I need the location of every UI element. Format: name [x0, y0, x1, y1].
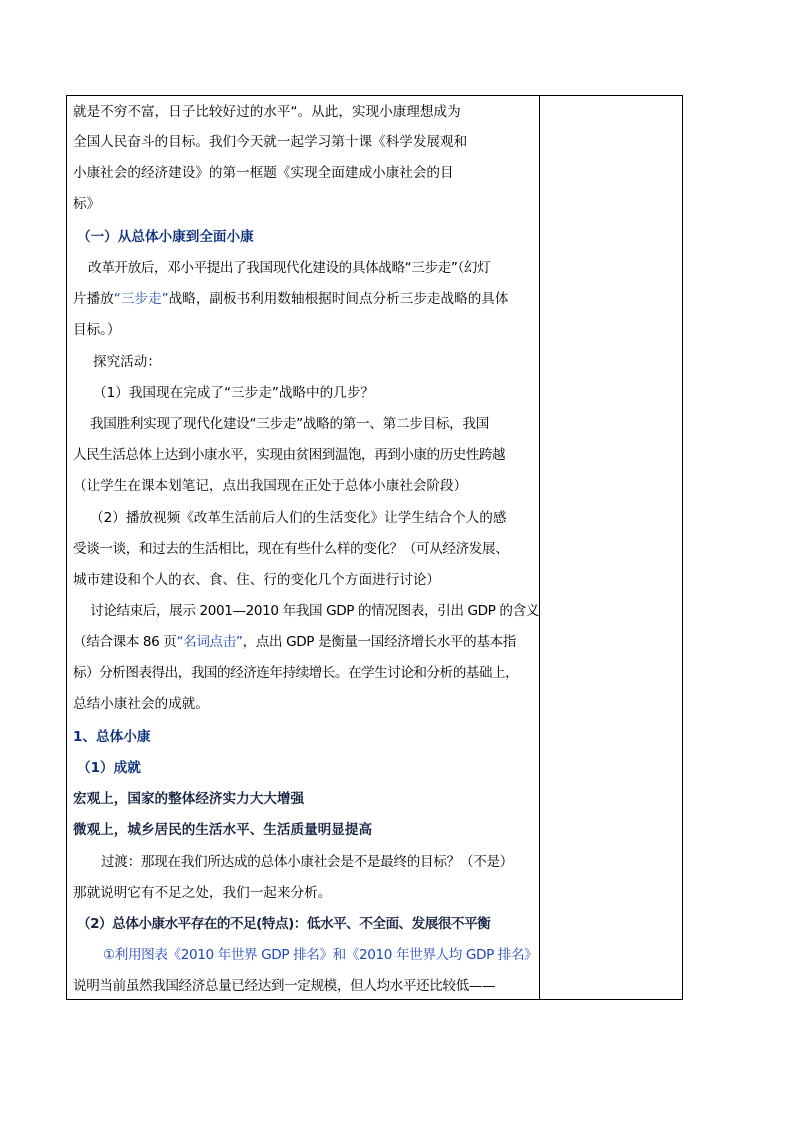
subheading-shortcomings: （2）总体小康水平存在的不足(特点)：低水平、不全面、发展很不平衡: [77, 916, 491, 932]
text-line-16: 城市建设和个人的衣、食、住、行的变化几个方面进行讨论）: [73, 572, 441, 588]
text-line-1: 就是不穷不富，日子比较好过的水平“。从此，实现小康理想成为: [73, 104, 461, 120]
text-line-4: 标》: [73, 196, 101, 212]
three-step-highlight: “三步走”: [113, 291, 169, 307]
text-line-18-c: ，点出 GDP 是衡量一国经济增长水平的基本指: [242, 634, 516, 650]
text-line-17: 讨论结束后，展示 2001—2010 年我国 GDP 的情况图表，引出 GDP 的含义: [90, 603, 539, 619]
term-click-highlight: “名词点击”: [176, 634, 243, 650]
text-line-20: 总结小康社会的成就。: [73, 696, 209, 712]
text-line-2: 全国人民奋斗的目标。我们今天就一起学习第十课《科学发展观和: [73, 134, 468, 150]
text-line-28: ①利用图表《2010 年世界 GDP 排名》和《2010 年世界人均 GDP 排名》: [103, 947, 538, 963]
achievement-macro: 宏观上，国家的整体经济实力大大增强: [73, 791, 305, 807]
text-line-10: （1）我国现在完成了“三步走”战略中的几步？: [93, 385, 375, 401]
achievement-micro: 微观上，城乡居民的生活水平、生活质量明显提高: [73, 822, 373, 838]
text-line-25: 过渡：那现在我们所达成的总体小康社会是不是最终的目标？（不是）: [101, 854, 514, 870]
text-line-7-c: 战略，副板书利用数轴根据时间点分析三步走战略的具体: [168, 291, 509, 307]
text-line-12: 人民生活总体上达到小康水平，实现由贫困到温饱，再到小康的历史性跨越: [73, 447, 506, 463]
text-line-8: 目标。）: [73, 322, 121, 338]
text-line-7: [73, 289, 509, 309]
text-line-29: 说明当前虽然我国经济总量已经达到一定规模，但人均水平还比较低——: [73, 978, 496, 994]
subheading-overall-xiaokang: 1、总体小康: [73, 729, 151, 745]
text-line-7-a: 片播放: [73, 291, 114, 307]
text-line-3: 小康社会的经济建设》的第一框题《实现全面建成小康社会的目: [73, 165, 454, 181]
text-line-26: 那就说明它有不足之处，我们一起来分析。: [73, 885, 332, 901]
section-heading-1: （一）从总体小康到全面小康: [77, 229, 254, 245]
text-line-11: 我国胜利实现了现代化建设“三步走”战略的第一、第二步目标，我国: [90, 416, 490, 432]
subheading-achievements: （1）成就: [77, 760, 141, 776]
text-line-18-a: （结合课本 86 页: [73, 634, 177, 650]
text-line-9: 探究活动：: [93, 354, 161, 370]
text-line-13: （让学生在课本划笔记，点出我国现在正处于总体小康社会阶段）: [73, 478, 468, 494]
text-line-15: 受谈一谈，和过去的生活相比，现在有些什么样的变化？（可从经济发展、: [73, 541, 509, 557]
text-line-19: 标）分析图表得出，我国的经济连年持续增长。在学生讨论和分析的基础上，: [73, 665, 519, 681]
text-line-6: 改革开放后，邓小平提出了我国现代化建设的具体战略“三步走”（幻灯: [88, 260, 491, 276]
column-divider: [539, 96, 540, 999]
text-line-14: （2）播放视频《改革生活前后人们的生活变化》让学生结合个人的感: [90, 510, 507, 526]
text-line-18: [73, 632, 516, 652]
